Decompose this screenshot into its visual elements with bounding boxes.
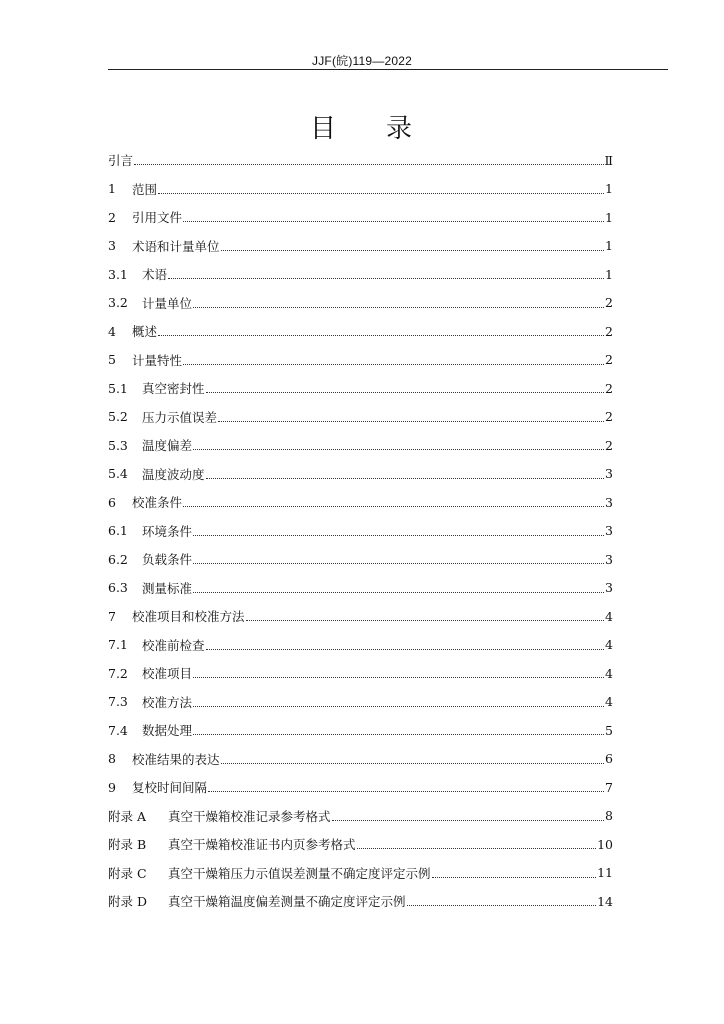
toc-entry-page: 5 bbox=[605, 722, 613, 738]
toc-entry-label: 温度波动度 bbox=[142, 466, 205, 482]
toc-leader-dots bbox=[193, 449, 604, 450]
toc-entry-page: 14 bbox=[597, 893, 613, 909]
toc-entry[interactable] bbox=[108, 232, 613, 261]
toc-entry-number: 6.1 bbox=[108, 523, 128, 539]
toc-entry-number: 1 bbox=[108, 181, 116, 197]
toc-leader-dots bbox=[246, 620, 605, 621]
toc-entry-label: 范围 bbox=[132, 181, 158, 197]
toc-entry[interactable] bbox=[108, 802, 613, 831]
toc-entry-label: 数据处理 bbox=[142, 723, 193, 739]
toc-leader-dots bbox=[193, 563, 604, 564]
toc-entry-page: 2 bbox=[605, 295, 613, 311]
toc-entry[interactable] bbox=[108, 403, 613, 432]
toc-entry-page: 4 bbox=[605, 694, 613, 710]
toc-entry[interactable] bbox=[108, 517, 613, 546]
toc-leader-dots bbox=[206, 478, 605, 479]
toc-entry-number: 7.1 bbox=[108, 637, 128, 653]
toc-entry-label: 校准前检查 bbox=[142, 637, 205, 653]
toc-leader-dots bbox=[183, 506, 604, 507]
toc-entry-page: 2 bbox=[605, 352, 613, 368]
toc-entry-number: 5.2 bbox=[108, 409, 128, 425]
toc-entry[interactable] bbox=[108, 631, 613, 660]
toc-entry[interactable] bbox=[108, 346, 613, 375]
toc-entry-page: 2 bbox=[605, 380, 613, 396]
toc-entry[interactable] bbox=[108, 175, 613, 204]
toc-leader-dots bbox=[183, 221, 604, 222]
toc-entry[interactable] bbox=[108, 146, 613, 175]
page-title bbox=[0, 108, 724, 145]
toc-entry-number: 6 bbox=[108, 494, 116, 510]
toc-entry[interactable] bbox=[108, 460, 613, 489]
toc-entry-number: 3.2 bbox=[108, 295, 128, 311]
toc-entry-number: 6.3 bbox=[108, 580, 128, 596]
toc-entry-label: 真空干燥箱校准记录参考格式 bbox=[168, 808, 331, 824]
toc-entry-page: 4 bbox=[605, 637, 613, 653]
toc-entry-number: 5.4 bbox=[108, 466, 128, 482]
toc-entry-page: 6 bbox=[605, 751, 613, 767]
toc-leader-dots bbox=[193, 307, 604, 308]
toc-entry-label: 校准结果的表达 bbox=[132, 751, 220, 767]
toc-entry-number: 7.4 bbox=[108, 722, 128, 738]
toc-entry[interactable] bbox=[108, 745, 613, 774]
toc-entry[interactable] bbox=[108, 545, 613, 574]
toc-entry-page: 10 bbox=[597, 836, 613, 852]
toc-entry-page: 11 bbox=[597, 865, 613, 881]
toc-leader-dots bbox=[183, 364, 604, 365]
toc-entry-number: 4 bbox=[108, 323, 116, 339]
toc-entry[interactable] bbox=[108, 859, 613, 888]
toc-entry-label: 真空干燥箱温度偏差测量不确定度评定示例 bbox=[168, 894, 406, 910]
toc-entry-label: 复校时间间隔 bbox=[132, 780, 208, 796]
toc-entry-label: 校准项目 bbox=[142, 666, 193, 682]
toc-entry-page: Ⅱ bbox=[604, 152, 613, 168]
title-char-1: 目 bbox=[309, 114, 338, 144]
toc-entry-page: 4 bbox=[605, 608, 613, 624]
toc-entry-number: 7 bbox=[108, 608, 116, 624]
toc-leader-dots bbox=[407, 905, 597, 906]
toc-entry-page: 8 bbox=[605, 808, 613, 824]
toc-leader-dots bbox=[332, 820, 605, 821]
toc-entry-page: 1 bbox=[605, 181, 613, 197]
toc-leader-dots bbox=[193, 592, 604, 593]
toc-entry-label: 真空密封性 bbox=[142, 381, 205, 397]
toc-leader-dots bbox=[221, 250, 605, 251]
toc-entry-number: 9 bbox=[108, 779, 116, 795]
toc-entry-number: 附录 D bbox=[108, 894, 147, 910]
toc-entry-page: 1 bbox=[605, 238, 613, 254]
document-code: JJF(皖)119—2022 bbox=[312, 54, 412, 68]
toc-entry-number: 3.1 bbox=[108, 266, 128, 282]
toc-entry[interactable] bbox=[108, 773, 613, 802]
toc-leader-dots bbox=[193, 535, 604, 536]
toc-entry-number: 5.1 bbox=[108, 380, 128, 396]
toc-entry-page: 3 bbox=[605, 494, 613, 510]
toc-leader-dots bbox=[158, 193, 604, 194]
toc-leader-dots bbox=[432, 877, 597, 878]
toc-entry-label: 负载条件 bbox=[142, 552, 193, 568]
toc-leader-dots bbox=[357, 848, 597, 849]
toc-entry[interactable] bbox=[108, 317, 613, 346]
toc-leader-dots bbox=[193, 677, 604, 678]
toc-entry-number: 7.3 bbox=[108, 694, 128, 710]
toc-entry-label: 真空干燥箱压力示值误差测量不确定度评定示例 bbox=[168, 865, 431, 881]
toc-entry-page: 3 bbox=[605, 523, 613, 539]
toc-entry-page: 7 bbox=[605, 779, 613, 795]
toc-entry-page: 1 bbox=[605, 266, 613, 282]
toc-entry-number: 5 bbox=[108, 352, 116, 368]
toc-entry-page: 2 bbox=[605, 323, 613, 339]
toc-entry-page: 3 bbox=[605, 466, 613, 482]
toc-entry-label: 术语 bbox=[142, 267, 168, 283]
toc-entry-label: 概述 bbox=[132, 324, 158, 340]
toc-entry-number: 附录 C bbox=[108, 865, 147, 881]
toc-entry-page: 2 bbox=[605, 409, 613, 425]
toc-entry-label: 计量单位 bbox=[142, 295, 193, 311]
toc-entry-number: 5.3 bbox=[108, 437, 128, 453]
toc-entry[interactable] bbox=[108, 374, 613, 403]
toc-entry-label: 术语和计量单位 bbox=[132, 238, 220, 254]
toc-leader-dots bbox=[221, 763, 605, 764]
toc-leader-dots bbox=[206, 392, 605, 393]
toc-entry-label: 温度偏差 bbox=[142, 438, 193, 454]
toc-entry[interactable] bbox=[108, 688, 613, 717]
toc-entry[interactable] bbox=[108, 574, 613, 603]
toc-entry[interactable] bbox=[108, 659, 613, 688]
toc-entry[interactable] bbox=[108, 716, 613, 745]
toc-entry[interactable] bbox=[108, 289, 613, 318]
toc-entry-number: 附录 A bbox=[108, 808, 147, 824]
table-of-contents bbox=[108, 146, 613, 916]
toc-leader-dots bbox=[218, 421, 604, 422]
toc-entry-number: 7.2 bbox=[108, 665, 128, 681]
toc-entry[interactable] bbox=[108, 431, 613, 460]
toc-entry-label: 校准方法 bbox=[142, 694, 193, 710]
toc-entry-page: 3 bbox=[605, 580, 613, 596]
toc-entry-number: 6.2 bbox=[108, 551, 128, 567]
toc-entry[interactable] bbox=[108, 260, 613, 289]
toc-entry-page: 3 bbox=[605, 551, 613, 567]
toc-entry-page: 2 bbox=[605, 437, 613, 453]
toc-leader-dots bbox=[134, 164, 603, 165]
toc-entry-label: 测量标准 bbox=[142, 580, 193, 596]
title-char-2: 录 bbox=[386, 114, 415, 144]
toc-leader-dots bbox=[168, 278, 604, 279]
toc-entry-label: 计量特性 bbox=[132, 352, 183, 368]
toc-entry-number: 8 bbox=[108, 751, 116, 767]
toc-entry[interactable] bbox=[108, 602, 613, 631]
toc-entry-number: 2 bbox=[108, 209, 116, 225]
toc-entry-number: 附录 B bbox=[108, 837, 147, 853]
toc-leader-dots bbox=[193, 706, 604, 707]
toc-entry-label: 压力示值误差 bbox=[142, 409, 218, 425]
toc-entry-label: 校准条件 bbox=[132, 495, 183, 511]
toc-entry-number: 3 bbox=[108, 238, 116, 254]
toc-entry[interactable] bbox=[108, 887, 613, 916]
toc-entry-label: 引言 bbox=[108, 153, 134, 169]
toc-entry-page: 1 bbox=[605, 209, 613, 225]
toc-entry-label: 环境条件 bbox=[142, 523, 193, 539]
toc-entry-page: 4 bbox=[605, 665, 613, 681]
toc-entry[interactable] bbox=[108, 830, 613, 859]
toc-entry-label: 引用文件 bbox=[132, 210, 183, 226]
toc-leader-dots bbox=[193, 734, 604, 735]
toc-leader-dots bbox=[158, 335, 604, 336]
toc-leader-dots bbox=[208, 791, 604, 792]
toc-entry[interactable] bbox=[108, 488, 613, 517]
toc-entry[interactable] bbox=[108, 203, 613, 232]
header-divider bbox=[108, 69, 668, 70]
toc-entry-label: 校准项目和校准方法 bbox=[132, 609, 245, 625]
toc-leader-dots bbox=[206, 649, 605, 650]
toc-entry-label: 真空干燥箱校准证书内页参考格式 bbox=[168, 837, 356, 853]
